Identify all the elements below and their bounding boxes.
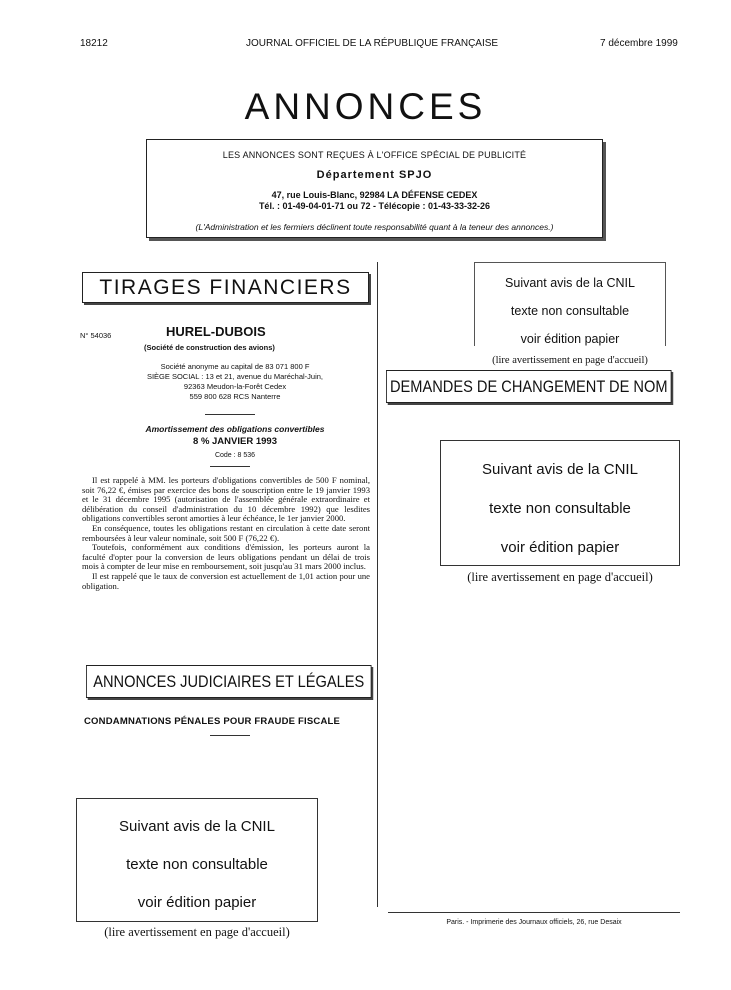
cnil-notice-box	[440, 440, 680, 584]
notice-line: LES ANNONCES SONT REÇUES À L'OFFICE SPÉCIAL DE PUBLICITÉ	[222, 150, 527, 160]
paragraph: En conséquence, toutes les obligations restant en circulation à cette date seront remboursées à leur valeur nominale, soit 500 F (76,22 €).	[82, 522, 370, 543]
section-annonces-judiciaires: ANNONCES JUDICIAIRES ET LÉGALES	[86, 665, 372, 698]
cnil-note: (lire avertissement en page d'accueil)	[104, 925, 290, 939]
cnil-line: voir édition papier	[520, 332, 620, 346]
cnil-line: texte non consultable	[489, 500, 631, 517]
notice-address: 47, rue Louis-Blanc, 92984 LA DÉFENSE CEDEX	[271, 190, 478, 200]
notice-disclaimer: (L'Administration et les fermiers déclinent toute responsabilité quant à la teneur des annonces.)	[195, 222, 554, 232]
cnil-note: (lire avertissement en page d'accueil)	[467, 570, 653, 584]
page-title: ANNONCES	[244, 86, 487, 127]
company-subtitle: (Société de construction des avions)	[144, 343, 275, 352]
notice-phone: Tél. : 01-49-04-01-71 ou 72 - Télécopie : 01-43-33-32-26	[258, 201, 491, 211]
notice-box	[146, 139, 603, 238]
cnil-notice-box	[76, 798, 318, 939]
separator-rule	[210, 735, 250, 736]
printer-footer: Paris. - Imprimerie des Journaux officiels, 26, rue Desaix	[446, 919, 622, 926]
cnil-line: Suivant avis de la CNIL	[505, 276, 635, 290]
footer-rule	[388, 912, 680, 913]
company-name: HUREL-DUBOIS	[166, 324, 266, 339]
company-capital: Société anonyme au capital de 83 071 800 F	[160, 362, 310, 371]
separator-rule	[205, 414, 255, 415]
notice-body	[82, 476, 370, 591]
notice-number: N° 54036	[80, 331, 112, 340]
section-tirages-financiers: TIRAGES FINANCIERS	[82, 272, 369, 303]
cnil-line: texte non consultable	[510, 304, 630, 318]
company-info	[95, 362, 375, 402]
cnil-note: (lire avertissement en page d'accueil)	[492, 355, 648, 366]
cnil-line: Suivant avis de la CNIL	[119, 818, 275, 835]
issue-date: 7 décembre 1999	[600, 38, 678, 49]
company-rcs: 559 800 628 RCS Nanterre	[189, 392, 281, 401]
notice-code: Code : 8 536	[214, 452, 256, 459]
paragraph: Il est rappelé à MM. les porteurs d'obligations convertibles de 500 F nominal, soit 76,22 €, émises par exercice des bons de souscription entre le 19 janvier 1993 et le 31 décembre 1995 (autorisation de l'assemblée générale extraordinaire et délibération du conseil d'administration du 10 décembre 1992) que lesdites obligations convertibles seront amorties à leur échéance, le 1er janvier 2000.	[82, 475, 370, 524]
notice-rate-date: 8 % JANVIER 1993	[193, 436, 277, 447]
notice-subject: Amortissement des obligations convertibles	[145, 424, 325, 434]
paragraph: Toutefois, conformément aux conditions d'émission, les porteurs auront la faculté d'opter pour la conversion de leurs obligations pendant un délai de trois mois à compter de leur mise en remboursement, soit jusqu'au 31 mars 2000 inclus.	[82, 542, 370, 572]
paragraph: Il est rappelé que le taux de conversion est actuellement de 1,01 action pour une obligation.	[82, 570, 370, 591]
cnil-line: voir édition papier	[137, 894, 257, 911]
cnil-notice-box	[474, 262, 666, 366]
subsection-condamnations: CONDAMNATIONS PÉNALES POUR FRAUDE FISCALE	[84, 716, 341, 727]
company-seat: SIÈGE SOCIAL : 13 et 21, avenue du Maréchal-Juin,	[146, 372, 324, 381]
cnil-line: Suivant avis de la CNIL	[482, 461, 638, 478]
notice-department: Département SPJO	[316, 169, 433, 181]
cnil-line: texte non consultable	[126, 856, 268, 873]
journal-title: JOURNAL OFFICIEL DE LA RÉPUBLIQUE FRANÇAISE	[246, 38, 499, 49]
separator-rule	[210, 466, 250, 467]
column-divider	[377, 262, 378, 907]
company-city: 92363 Meudon-la-Forêt Cedex	[183, 382, 287, 391]
cnil-line: voir édition papier	[500, 539, 620, 556]
page-number: 18212	[80, 38, 108, 49]
section-demandes-changement-nom: DEMANDES DE CHANGEMENT DE NOM	[386, 370, 672, 403]
